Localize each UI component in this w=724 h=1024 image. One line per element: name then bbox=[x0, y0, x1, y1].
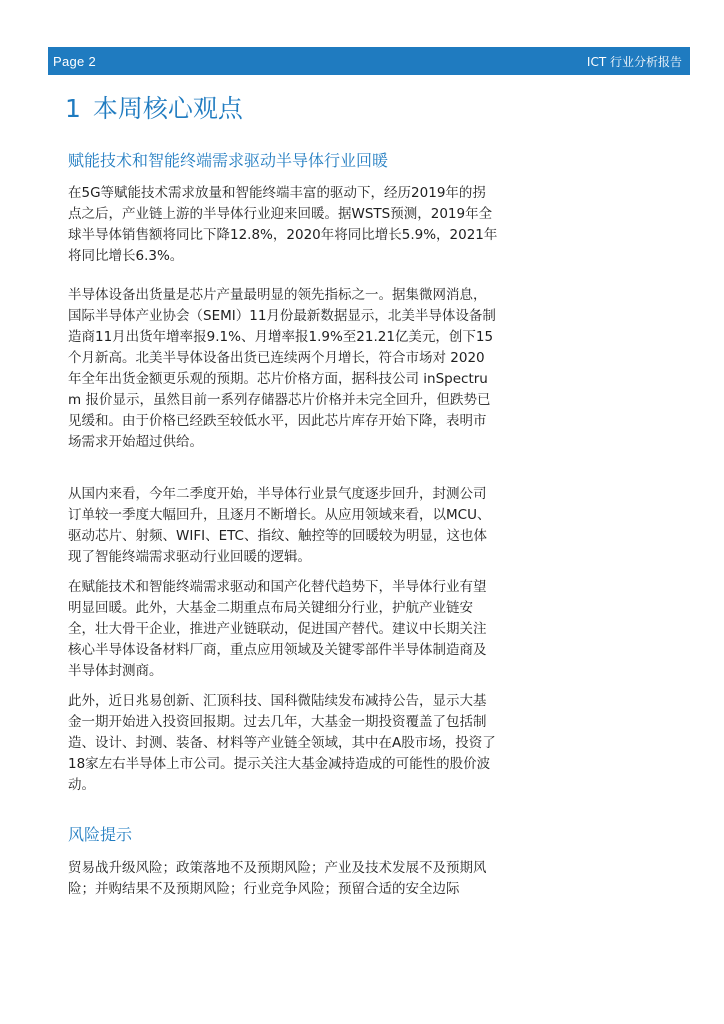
subsection-heading-industry-recovery: 赋能技术和智能终端需求驱动半导体行业回暖 bbox=[68, 151, 389, 170]
page-number: Page 2 bbox=[53, 53, 97, 69]
paragraph: 从国内来看，今年二季度开始，半导体行业景气度逐步回升，封测公司订单较一季度大幅回升，且逐月不断增长。从应用领域来看，以MCU、驱动芯片、射频、WIFI、ETC、指纹、触控等的回暖较为明显，这也体现了智能终端需求驱动行业回暖的逻辑。 bbox=[68, 486, 491, 565]
paragraph: 在赋能技术和智能终端需求驱动和国产化替代趋势下，半导体行业有望明显回暖。此外，大基金二期重点布局关键细分行业，护航产业链安全，壮大骨干企业，推进产业链联动，促进国产替代。建议中长期关注核心半导体设备材料厂商，重点应用领域及关键零部件半导体制造商及半导体封测商。 bbox=[68, 579, 487, 679]
section-number: 1 bbox=[65, 94, 81, 123]
section-heading bbox=[65, 89, 243, 125]
paragraph: 贸易战升级风险；政策落地不及预期风险；产业及技术发展不及预期风险；并购结果不及预期风险；行业竞争风险；预留合适的安全边际 bbox=[68, 860, 487, 897]
subsection-heading-risk: 风险提示 bbox=[68, 825, 133, 844]
section-title: 本周核心观点 bbox=[92, 94, 243, 123]
report-name: ICT 行业分析报告 bbox=[586, 54, 682, 69]
paragraph: 半导体设备出货量是芯片产量最明显的领先指标之一。据集微网消息，国际半导体产业协会（SEMI）11月份最新数据显示，北美半导体设备制造商11月出货年增率报9.1%、月增率报1.9%至21.21亿美元，创下15个月新高。北美半导体设备出货已连续两个月增长，符合市场对 2020年全年出货金额更乐观的预期。芯片价格方面，据科技公司 inSpectrum 报价显示，虽然目前一系列存储器芯片价格并未完全回升，但跌势已见缓和。由于价格已经跌至较低水平，因此芯片库存开始下降，表明市场需求开始超过供给。 bbox=[68, 287, 496, 450]
paragraph: 在5G等赋能技术需求放量和智能终端丰富的驱动下，经历2019年的拐点之后，产业链上游的半导体行业迎来回暖。据WSTS预测，2019年全球半导体销售额将同比下降12.8%，2020年将同比增长5.9%，2021年将同比增长6.3%。 bbox=[68, 185, 498, 264]
paragraph: 此外，近日兆易创新、汇顶科技、国科微陆续发布减持公告，显示大基金一期开始进入投资回报期。过去几年，大基金一期投资覆盖了包括制造、设计、封测、装备、材料等产业链全领域，其中在A股市场，投资了18家左右半导体上市公司。提示关注大基金减持造成的可能性的股价波动。 bbox=[68, 693, 496, 793]
page-header-bar bbox=[48, 47, 690, 75]
